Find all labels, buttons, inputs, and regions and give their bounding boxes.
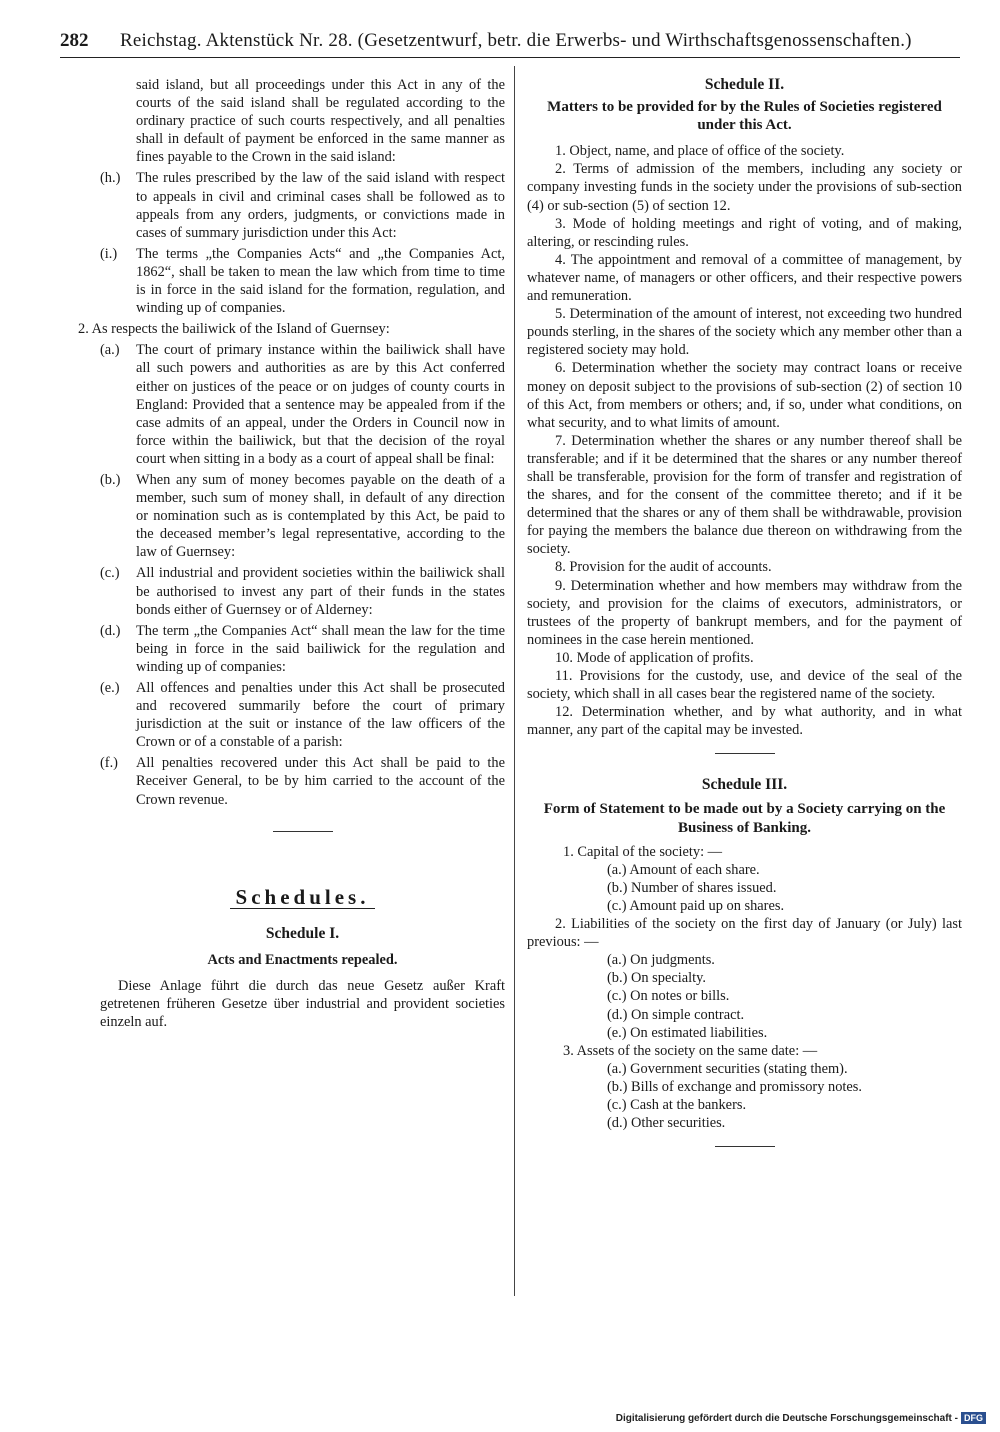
schedule-3-item-1-subitems (527, 861, 962, 915)
schedule-2-item: 7. Determination whether the shares or any number thereof shall be transferable; and if it be determined that the shares or any number thereof shall be transferable, provision for the form of transfer and registration of the shares, and for the consent of the committee thereto; and if it be determined that the shares or any of them shall be withdrawable, provision for paying the members the balance due thereon on withdrawing from the society. (527, 432, 962, 558)
schedule-2-item: 2. Terms of admission of the members, including any society or company investing funds in the society under the provisions of sub-section (4) or sub-section (5) of section 12. (527, 161, 962, 214)
footer-text: Digitalisierung gefördert durch die Deutsche Forschungsgemeinschaft - (615, 1413, 958, 1424)
clause-label: (d.) (100, 622, 121, 639)
schedule-3-subitem: (e.) On estimated liabilities. (607, 1024, 768, 1041)
schedule-2-item: 1. Object, name, and place of office of the society. (555, 143, 845, 160)
schedule-3-subitem: (b.) Number of shares issued. (607, 879, 777, 896)
clause-b (100, 471, 505, 561)
schedule-3-subitem: (a.) On judgments. (607, 952, 715, 969)
page-number: 282 (60, 30, 89, 51)
schedule-1-subheading: Acts and Enactments repealed. (207, 951, 398, 968)
schedule-2-heading: Schedule II. (704, 76, 785, 93)
clause-text: All offences and penalties under this Act shall be prosecuted and recovered summarily before the court of primary jurisdiction at the suit or instance of the law officers of the Crown or of a constable of a parish: (136, 680, 505, 751)
section-divider (715, 753, 775, 754)
schedule-3-heading: Schedule III. (701, 776, 788, 794)
schedule-2-item: 9. Determination whether and how members may withdraw from the society, and provision for the claims of executors, administrators, or trustees of the property of bankrupt members, and for the payment of nominees in the case herein mentioned. (527, 577, 962, 648)
column-divider (514, 66, 515, 1296)
clause-c (100, 564, 505, 618)
clause-a (100, 341, 505, 468)
schedule-3-subitem: (a.) Government securities (stating them). (607, 1060, 848, 1077)
clause-text: The court of primary instance within the bailiwick shall have all such powers and authorities as are by this Act conferred either on justices of the peace or on judges of county courts in England: Provided that a sentence may be appealed from if the case admits of an appeal, under the Orders in Council now in force within the bailiwick, but that the decision of the royal court when sitting in a body as a court of appeal shall be final: (136, 342, 505, 467)
schedule-3-subitem: (a.) Amount of each share. (607, 861, 760, 878)
clause-label: (e.) (100, 680, 120, 696)
schedule-2-item: 10. Mode of application of profits. (555, 649, 754, 666)
schedule-3-item-3: 3. Assets of the society on the same date: — (563, 1042, 818, 1059)
schedule-3-subitem: (c.) Amount paid up on shares. (607, 897, 785, 914)
clause-label: (i.) (100, 245, 118, 262)
schedule-3-item-1: 1. Capital of the society: — (563, 843, 723, 860)
schedule-2-item: 12. Determination whether, and by what authority, and in what manner, any part of the capital may be invested. (527, 704, 962, 739)
schedule-2-item: 4. The appointment and removal of a committee of management, by whatever name, of managers or other officers, and their respective powers and remuneration. (527, 251, 962, 305)
schedule-1-heading: Schedule I. (265, 924, 340, 942)
schedule-3-subitem: (c.) Cash at the bankers. (607, 1096, 747, 1113)
schedule-2-item: 11. Provisions for the custody, use, and device of the seal of the society, which shall in all cases bear the registered name of the society. (527, 668, 962, 703)
clause-e (100, 679, 505, 751)
clause-text: When any sum of money becomes payable on the death of a member, such sum of money shall, in default of any direction or nomination such as is contemplated by this Act, be paid to the deceased member’s legal representative, according to the law of Guernsey: (136, 471, 505, 561)
running-title: Reichstag. Aktenstück Nr. 28. (Gesetzentwurf, betr. die Erwerbs- und Wirthschaftsgenossenschaften.) (120, 30, 912, 51)
header-rule (60, 57, 960, 58)
schedule-3-item-2: 2. Liabilities of the society on the first day of January (or July) last previous: — (527, 916, 962, 951)
schedule-3-subheading: Form of Statement to be made out by a Society carrying on the Business of Banking. (543, 801, 946, 836)
schedule-3-subitem: (b.) Bills of exchange and promissory notes. (607, 1078, 862, 1095)
schedule-2-item: 6. Determination whether the society may contract loans or receive money on deposit subject to the provisions of sub-section (2) of section 10 of this Act, from members or others; and, if so, under what conditions, on what security, and to what limits of amount. (527, 360, 962, 431)
clause-text: All penalties recovered under this Act shall be paid to the Receiver General, to be by him carried to the account of the Crown revenue. (136, 755, 505, 808)
section-divider (273, 831, 333, 832)
clause-text: The term „the Companies Act“ shall mean the law for the time being in force in the said bailiwick for the regulation and winding up of companies: (136, 622, 505, 675)
schedule-1-text: Diese Anlage führt die durch das neue Gesetz außer Kraft getretenen früheren Gesetze über industrial and provident societies einzeln auf. (100, 977, 505, 1031)
schedule-2-list (527, 142, 962, 739)
schedules-title (100, 884, 505, 909)
schedule-3-subitem: (d.) Other securities. (607, 1115, 726, 1132)
schedule-3-subitem: (c.) On notes or bills. (607, 988, 730, 1005)
schedules-title-text: Schedules. (230, 888, 376, 909)
clause-f (100, 754, 505, 808)
clause-d (100, 622, 505, 676)
clause-label: (a.) (100, 342, 120, 359)
clause-label: (h.) (100, 170, 121, 187)
clause-label: (b.) (100, 471, 121, 488)
clause-text: The rules prescribed by the law of the said island with respect to appeals in civil and criminal cases shall be followed as to appeals from any orders, judgments, or convictions made in cases of summary jurisdiction under this Act: (136, 170, 505, 241)
schedule-2-subheading: Matters to be provided for by the Rules of Societies registered under this Act. (547, 99, 942, 134)
schedule-3-subitem: (b.) On specialty. (607, 970, 706, 987)
dfg-logo: DFG (961, 1412, 986, 1424)
schedule-3-item-3-subitems (527, 1060, 962, 1132)
paragraph-continuation: said island, but all proceedings under this Act in any of the courts of the said island shall be regulated according to the ordinary practice of such courts respectively, and all penalties shall in default of payment be enforced in the same manner as fines payable to the Crown in the said island: (136, 77, 505, 166)
schedule-3-subitem: (d.) On simple contract. (607, 1006, 745, 1023)
right-column (527, 76, 962, 1161)
clause-text: The terms „the Companies Acts“ and „the Companies Act, 1862“, shall be taken to mean the law which from time to time is in force in the said island for the formation, regulation, and winding up of companies. (136, 245, 505, 317)
schedule-2-item: 5. Determination of the amount of interest, not exceeding two hundred pounds sterling, in the shares of the society which any member other than a registered society may hold. (527, 306, 962, 359)
clause-text: All industrial and provident societies within the bailiwick shall be authorised to invest any part of their funds in the states bonds either of Guernsey or of Alderney: (136, 565, 505, 618)
guernsey-intro: 2. As respects the bailiwick of the Island of Guernsey: (78, 321, 390, 338)
clause-i (100, 245, 505, 317)
schedule-3-item-2-subitems (527, 951, 962, 1041)
page-header (60, 30, 960, 56)
left-column (78, 76, 505, 1031)
clause-label: (c.) (100, 565, 120, 582)
schedule-2-item: 3. Mode of holding meetings and right of voting, and of making, altering, or rescinding rules. (527, 215, 962, 250)
clause-label: (f.) (100, 755, 118, 772)
schedule-2-item: 8. Provision for the audit of accounts. (555, 559, 772, 576)
clause-h (100, 169, 505, 241)
digitization-footer (616, 1412, 986, 1424)
section-divider (715, 1146, 775, 1147)
